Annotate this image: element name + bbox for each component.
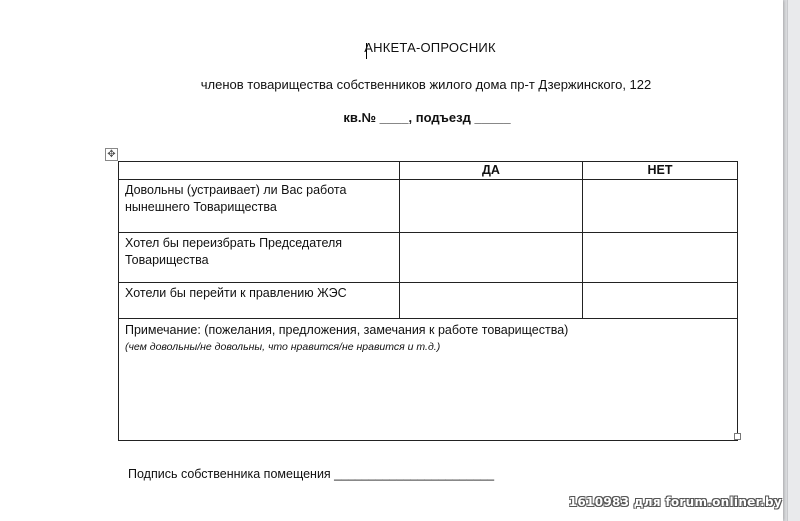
answer-no-cell[interactable] [583,233,738,283]
resize-handle-icon[interactable] [734,433,741,440]
owner-signature-line: Подпись собственника помещения _______________________ [128,467,495,481]
answer-no-cell[interactable] [583,283,738,319]
question-cell: Довольны (устраивает) ли Вас работа нынешнего Товарищества [119,180,400,233]
answer-yes-cell[interactable] [400,283,583,319]
document-title: АНКЕТА-ОПРОСНИК [364,40,496,55]
vertical-scrollbar[interactable] [787,0,800,521]
document-subtitle: членов товарищества собственников жилого дома пр-т Дзержинского, 122 [200,77,652,92]
answer-yes-cell[interactable] [400,233,583,283]
note-hint: (чем довольны/не довольны, что нравится/не нравится и т.д.) [125,341,441,353]
header-cell-no: НЕТ [583,162,738,180]
table-row [119,233,738,283]
move-icon[interactable]: ✥ [105,148,118,161]
note-label: Примечание: (пожелания, предложения, замечания к работе товарищества) [125,323,569,337]
table-row [119,180,738,233]
question-cell: Хотел бы переизбрать Председателя Товарищества [119,233,400,283]
header-cell-yes: ДА [400,162,583,180]
note-row [119,319,738,441]
table-header-row [119,162,738,180]
answer-yes-cell[interactable] [400,180,583,233]
question-cell: Хотели бы перейти к правлению ЖЭС [119,283,400,319]
answer-no-cell[interactable] [583,180,738,233]
table-row [119,283,738,319]
apartment-entrance-line: кв.№ ____, подъезд _____ [343,110,511,125]
note-cell[interactable] [119,319,738,441]
forum-watermark: 1610983 для forum.onliner.by [568,495,782,509]
survey-table [118,161,738,441]
header-cell-question [119,162,400,180]
